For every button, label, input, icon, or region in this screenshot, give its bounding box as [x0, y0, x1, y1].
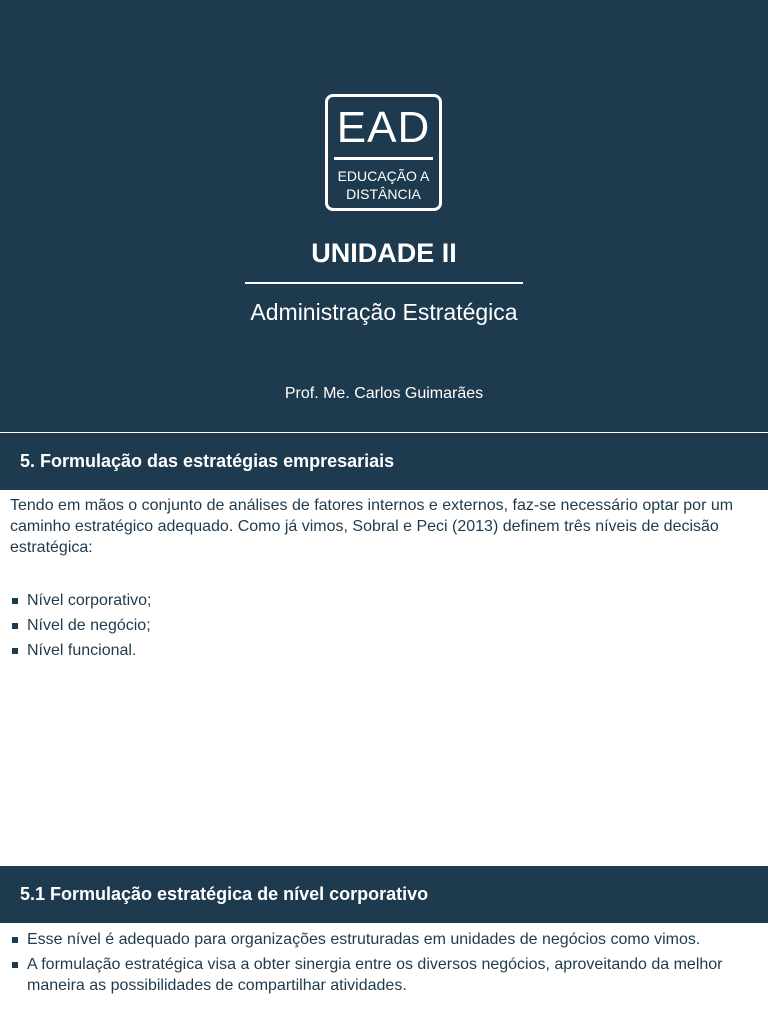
- logo-tagline-line2: DISTÂNCIA: [346, 186, 421, 202]
- list-item: A formulação estratégica visa a obter sinergia entre os diversos negócios, aproveitando da melhor maneira as possibilidades de compartilhar atividades.: [10, 954, 760, 996]
- cover-slide: [0, 0, 768, 432]
- title-divider: [245, 282, 523, 284]
- logo-wordmark: EAD: [336, 103, 431, 152]
- logo-tagline: [328, 167, 439, 203]
- corporate-level-list: [10, 929, 760, 1000]
- unit-title: UNIDADE II: [311, 238, 457, 268]
- logo-tagline-line1: EDUCAÇÃO A: [337, 168, 430, 184]
- decision-levels-list: [10, 590, 760, 665]
- author-name: Prof. Me. Carlos Guimarães: [284, 385, 484, 402]
- list-item: Nível corporativo;: [10, 590, 760, 611]
- ead-logo: [325, 94, 442, 211]
- list-item: Esse nível é adequado para organizações estruturadas em unidades de negócios como vimos.: [10, 929, 760, 950]
- subject-title: Administração Estratégica: [250, 299, 518, 325]
- logo-divider: [334, 157, 433, 160]
- section-heading-5: 5. Formulação das estratégias empresariais: [0, 433, 768, 490]
- list-item: Nível de negócio;: [10, 615, 760, 636]
- section-heading-5-1: 5.1 Formulação estratégica de nível corporativo: [0, 866, 768, 923]
- list-item: Nível funcional.: [10, 640, 760, 661]
- section-paragraph: Tendo em mãos o conjunto de análises de fatores internos e externos, faz-se necessário optar por um caminho estratégico adequado. Como já vimos, Sobral e Peci (2013) definem três níveis de decisão estratégica:: [10, 497, 734, 556]
